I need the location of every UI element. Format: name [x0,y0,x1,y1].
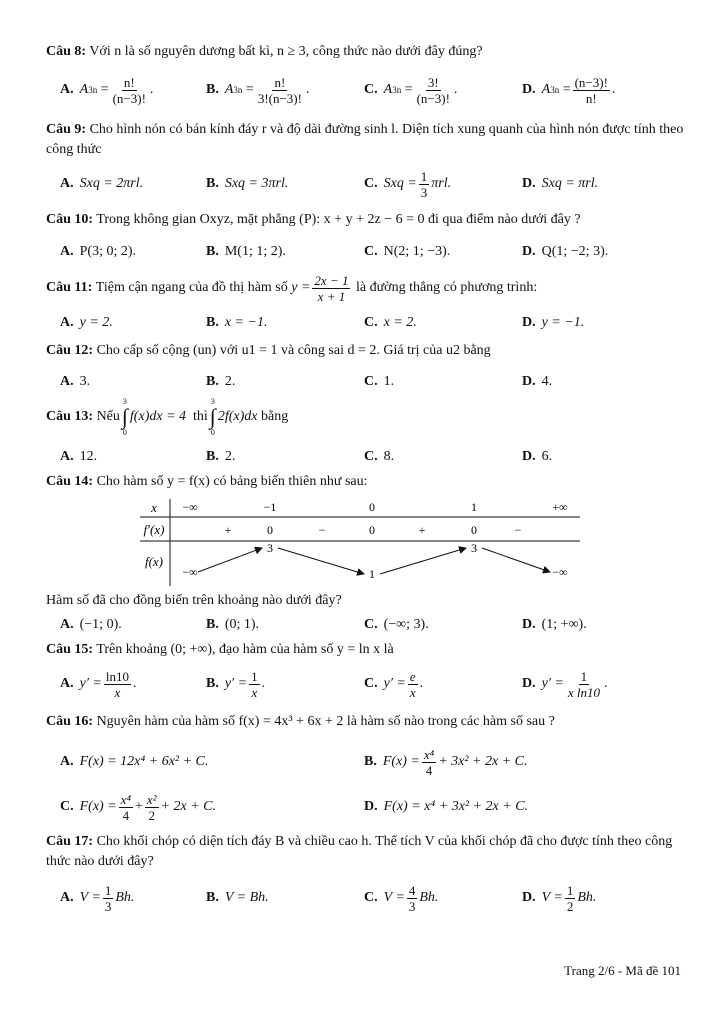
variation-arrow [482,548,550,572]
question-stem: Cho cấp số cộng (un) với u1 = 1 và công sai d = 2. Giá trị của u2 bằng [96,343,491,358]
option-c[interactable]: C. (−∞; 3). [364,617,429,632]
option-d[interactable]: D. F(x) = x⁴ + 3x² + 2x + C. [364,799,529,814]
derivative-sign: − [514,523,522,537]
option-a[interactable]: A. Sxq = 2πrl. [60,176,144,191]
option-d[interactable]: D. y′ = $\frac{1}{\text{x ln10}}$ . [522,668,608,700]
question-label: Câu 10: [46,212,94,227]
option-b[interactable]: B. (0; 1). [206,617,260,632]
option-b[interactable]: B. M(1; 1; 2). [206,244,286,259]
option-b[interactable]: B. 2. [206,374,236,389]
option-b[interactable]: B. y′ = $\frac{1}{x}$ . [206,668,266,700]
question-14 [46,472,686,492]
option-a[interactable]: A. y′ = $\frac{\ln 10}{x}$ . [60,668,137,700]
option-d[interactable]: D. (1; +∞). [522,617,587,632]
question-12 [46,341,686,361]
question-label: Câu 14: [46,474,94,489]
question-17 [46,832,686,872]
option-b[interactable]: B. A 3 n = $\frac{n!}{3!(n-3)!}$ . [206,74,310,106]
question-label: Câu 15: [46,642,94,657]
option-d[interactable]: D. Q(1; −2; 3). [522,244,609,259]
derivative-sign: 0 [369,523,375,537]
question-label: Câu 11: [46,280,93,295]
question-13: Câu 13: Nếu 3 ∫ 0 f(x)dx = 4 thì 3 ∫ 0 2f(x)dx bằng [46,397,289,437]
x-value: −1 [263,500,277,514]
function-value: 3 [267,541,273,555]
option-a[interactable]: A. P(3; 0; 2). [60,244,137,259]
option-c[interactable]: C. A 3 n = $\frac{3!}{(n-3)!}$ . [364,74,458,106]
option-b[interactable]: B. F(x) = $\frac{\text{x⁴}}{4}$ + 3x² + 2x + C. [364,746,528,778]
question-label: Câu 9: [46,122,87,137]
q15-options [60,664,680,704]
question-label: Câu 16: [46,714,94,729]
function-value: 1 [369,567,375,581]
question-16 [46,712,686,732]
function-value: −∞ [552,565,568,579]
option-b[interactable]: B. x = −1. [206,315,268,330]
question-15 [46,640,686,660]
option-c[interactable]: C. 8. [364,449,395,464]
variation-arrow [380,548,466,574]
q8-options [60,70,680,110]
question-stem: Trên khoảng (0; +∞), đạo hàm của hàm số y = ln x là [96,642,394,657]
option-c[interactable]: C. y′ = $\frac{e}{x}$ . [364,668,424,700]
option-d[interactable]: D. V = $\frac{1}{2}$ Bh. [522,882,597,914]
derivative-sign: + [224,523,232,537]
option-b[interactable]: B. V = Bh. [206,890,269,905]
variation-arrow [278,548,364,574]
variation-table [140,496,580,588]
option-d[interactable]: D. 6. [522,449,553,464]
option-d[interactable]: D. 4. [522,374,553,389]
q13-options [60,437,680,477]
question-stem: Cho hàm số y = f(x) có bảng biến thiên như sau: [96,474,368,489]
x-value: −∞ [182,500,198,514]
question-11: Câu 11: Tiệm cận ngang của đồ thị hàm số y = $\frac{2x - 1}{x + 1}$ là đường thẳng có phương trình: [46,272,538,304]
x-value: 1 [471,500,477,514]
question-label: Câu 12: [46,343,94,358]
derivative-sign: + [418,523,426,537]
variation-arrow [198,548,262,572]
function-value: −∞ [182,565,198,579]
question-stem: Cho khối chóp có diện tích đáy B và chiều cao h. Thể tích V của khối chóp đã cho được tính theo công thức nào dưới đây? [46,834,673,869]
option-d[interactable]: D. A 3 n = $\frac{(n-3)!}{n!}$ . [522,74,616,106]
q17-options [60,878,680,918]
question-9 [46,120,686,160]
option-b[interactable]: B. Sxq = 3πrl. [206,176,289,191]
question-stem: Cho hình nón có bán kính đáy r và độ dài đường sinh l. Diện tích xung quanh của hình nón được tính theo công thức [46,122,684,157]
option-c[interactable]: C. V = $\frac{4}{3}$ Bh. [364,882,439,914]
row-label-fprime: f′(x) [143,522,165,537]
option-a[interactable]: A. F(x) = 12x⁴ + 6x² + C. [60,754,209,769]
option-a[interactable]: A. V = $\frac{1}{3}$ Bh. [60,882,135,914]
derivative-sign: 0 [471,523,477,537]
page-footer: Trang 2/6 - Mã đề 101 [564,963,681,978]
question-label: Câu 13: [46,409,94,424]
derivative-sign: 0 [267,523,273,537]
question-label: Câu 17: [46,834,94,849]
option-d[interactable]: D. Sxq = πrl. [522,176,599,191]
option-d[interactable]: D. y = −1. [522,315,585,330]
question-stem: Nguyên hàm của hàm số f(x) = 4x³ + 6x + 2 là hàm số nào trong các hàm số sau ? [96,714,555,729]
function-value: 3 [471,541,477,555]
option-a[interactable]: A. (−1; 0). [60,617,122,632]
fraction: $\frac{2x - 1}{x + 1}$ [314,272,349,304]
option-a[interactable]: A. 3. [60,374,91,389]
integral-sign: 3 ∫ 0 [121,397,128,437]
q16-options-row1 [60,742,680,782]
x-value: +∞ [552,500,568,514]
q11-options [60,303,680,343]
question-14-prompt: Hàm số đã cho đồng biến trên khoảng nào dưới đây? [46,593,342,608]
integral-sign: 3 ∫ 0 [209,397,216,437]
option-c[interactable]: C. Sxq = $\frac{1}{3}$ πrl. [364,168,452,200]
option-c[interactable]: C. x = 2. [364,315,417,330]
question-10 [46,210,686,230]
x-value: 0 [369,500,375,514]
question-stem: Với n là số nguyên dương bất kì, n ≥ 3, công thức nào dưới đây đúng? [89,44,483,59]
question-8 [46,42,686,62]
row-label-x: x [151,500,157,515]
q9-options [60,164,680,204]
q16-options-row2 [60,787,680,827]
option-c[interactable]: C. F(x) = $\frac{\text{x⁴}}{4}$ + $\frac{\text{x²}}{2}$ + 2x + C. [60,791,216,823]
question-label: Câu 8: [46,44,87,59]
derivative-sign: − [318,523,326,537]
option-a[interactable]: A. 12. [60,449,98,464]
q14-options [60,605,680,645]
row-label-f: f(x) [144,554,164,569]
option-a[interactable]: A. y = 2. [60,315,113,330]
option-a[interactable]: A. A 3 n = $\frac{n!}{(n-3)!}$ . [60,74,154,106]
option-c[interactable]: C. 1. [364,374,395,389]
question-stem: Trong không gian Oxyz, mặt phẳng (P): x + y + 2z − 6 = 0 đi qua điểm nào dưới đây ? [96,212,581,227]
option-b[interactable]: B. 2. [206,449,236,464]
q10-options [60,232,680,272]
option-c[interactable]: C. N(2; 1; −3). [364,244,451,259]
